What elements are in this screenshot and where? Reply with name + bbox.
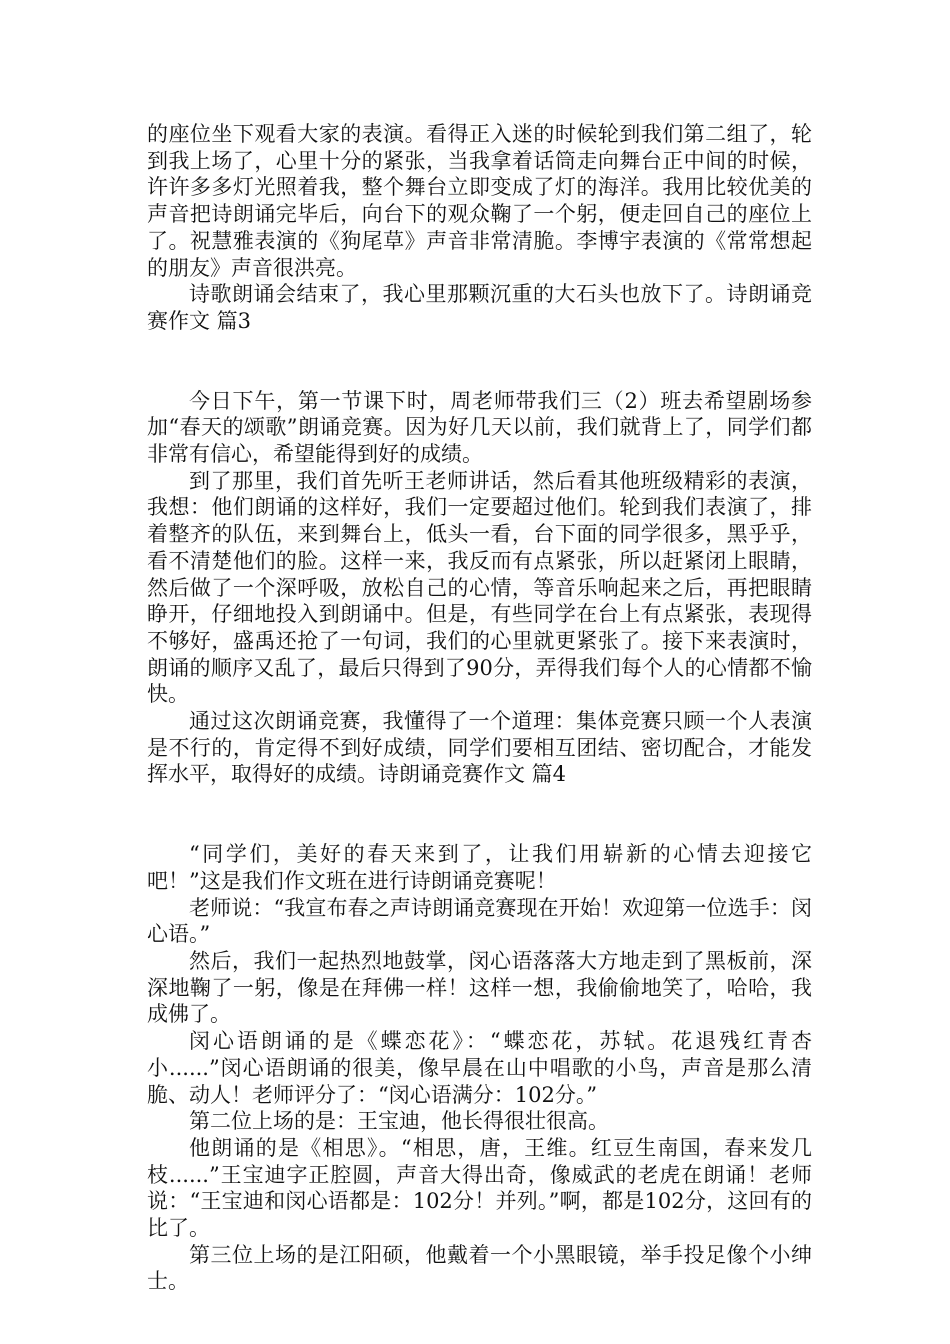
section-gap	[147, 335, 812, 388]
paragraph: “同学们，美好的春天来到了，让我们用崭新的心情去迎接它吧！”这是我们作文班在进行诗朗诵竞赛呢！	[147, 842, 812, 893]
section-gap	[147, 788, 812, 841]
paragraph: 然后，我们一起热烈地鼓掌，闵心语落落大方地走到了黑板前，深深地鞠了一躬，像是在拜佛一样！这样一想，我偷偷地笑了，哈哈，我成佛了。	[147, 948, 812, 1027]
paragraph: 第三位上场的是江阳硕，他戴着一个小黑眼镜，举手投足像个小绅士。	[147, 1242, 812, 1294]
document-page	[147, 121, 812, 1295]
paragraph: 今日下午，第一节课下时，周老师带我们三（2）班去希望剧场参加“春天的颂歌”朗诵竞赛。因为好几天以前，我们就背上了，同学们都非常有信心，希望能得到好的成绩。	[147, 388, 812, 467]
paragraph: 老师说：“我宣布春之声诗朗诵竞赛现在开始！欢迎第一位选手：闵心语。”	[147, 895, 812, 947]
paragraph: 诗歌朗诵会结束了，我心里那颗沉重的大石头也放下了。诗朗诵竞赛作文 篇3	[147, 282, 812, 333]
paragraph: 到了那里，我们首先听王老师讲话，然后看其他班级精彩的表演，我想：他们朗诵的这样好，我们一定要超过他们。轮到我们表演了，排着整齐的队伍，来到舞台上，低头一看，台下面的同学很多，黑乎乎，看不清楚他们的脸。这样一来，我反而有点紧张，所以赶紧闭上眼睛，然后做了一个深呼吸，放松自己的心情，等音乐响起来之后，再把眼睛睁开，仔细地投入到朗诵中。但是，有些同学在台上有点紧张，表现得不够好，盛禹还抢了一句词，我们的心里就更紧张了。接下来表演时，朗诵的顺序又乱了，最后只得到了90分，弄得我们每个人的心情都不愉快。	[147, 468, 812, 707]
paragraph: 通过这次朗诵竞赛，我懂得了一个道理：集体竞赛只顾一个人表演是不行的，肯定得不到好成绩，同学们要相互团结、密切配合，才能发挥水平，取得好的成绩。诗朗诵竞赛作文 篇4	[147, 709, 812, 787]
paragraph: 闵心语朗诵的是《蝶恋花》：“蝶恋花，苏轼。花退残红青杏小......”闵心语朗诵的很美，像早晨在山中唱歌的小鸟，声音是那么清脆、动人！老师评分了：“闵心语满分：102分。”	[147, 1029, 812, 1107]
paragraph: 第二位上场的是：王宝迪，他长得很壮很高。	[189, 1109, 609, 1134]
paragraph: 他朗诵的是《相思》。“相思，唐，王维。红豆生南国，春来发几枝......”王宝迪字正腔圆，声音大得出奇，像威武的老虎在朗诵！老师说：“王宝迪和闵心语都是：102分！并列。”啊，都是102分，这回有的比了。	[147, 1135, 812, 1241]
paragraph: 的座位坐下观看大家的表演。看得正入迷的时候轮到我们第二组了，轮到我上场了，心里十分的紧张，当我拿着话筒走向舞台正中间的时候，许许多多灯光照着我，整个舞台立即变成了灯的海洋。我用比较优美的声音把诗朗诵完毕后，向台下的观众鞠了一个躬，便走回自己的座位上了。祝慧雅表演的《狗尾草》声音非常清脆。李博宇表演的《常常想起的朋友》声音很洪亮。	[147, 122, 812, 280]
